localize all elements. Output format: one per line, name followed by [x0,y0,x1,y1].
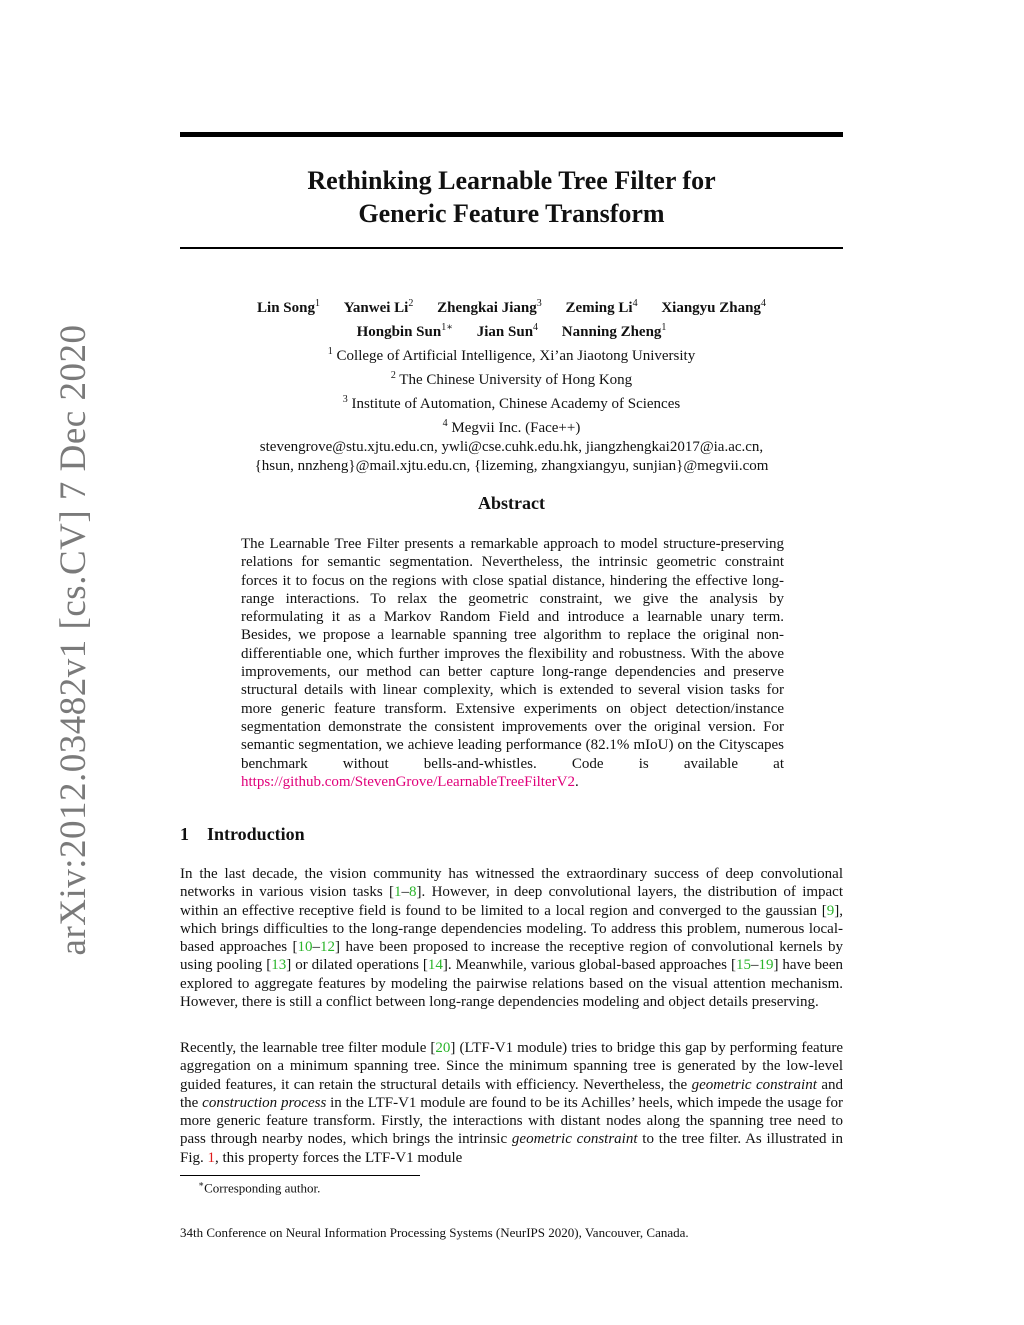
title-line-1: Rethinking Learnable Tree Filter for [307,166,716,195]
title-top-rule [180,132,843,137]
title-bottom-rule [180,247,843,249]
author: Hongbin Sun$^{1∗}$ [356,322,453,340]
citation-link[interactable]: 13 [271,957,287,974]
figure-link[interactable]: 1 [207,1149,216,1166]
affiliation: $^1$ College of Artificial Intelligence, Xi’an Jiaotong University [327,346,696,364]
section-number: 1 [180,824,189,844]
citation-link[interactable]: 9 [826,902,835,919]
author: Nanning Zheng$^1$ [561,322,667,340]
author: Xiangyu Zhang$^4$ [661,298,766,316]
title-line-2: Generic Feature Transform [358,199,665,228]
author-line-2 [180,318,843,342]
paper-title [180,164,843,230]
abstract-body: The Learnable Tree Filter presents a remarkable approach to model structure-preserving relations for semantic segmentation. Nevertheless, the intrinsic geometric constraint forces it to focus on the regions with close spatial distance, hindering the effective long-range interactions. To relax the geometric constraint, we give the analysis by reformulating it as a Markov Random Field and introduce a learnable unary term. Besides, we propose a learnable spanning tree algorithm to replace the original non-differentiable one, which further improves the flexibility and robustness. With the above improvements, our method can better capture long-range dependencies and preserve structural details with linear complexity, which is extended to several vision tasks for more generic feature transform. Extensive experiments on object detection/instance segmentation demonstrate the consistent improvements over the original version. For semantic segmentation, we achieve leading performance (82.1% mIoU) on the Cityscapes benchmark without bells-and-whistles. Code is available at https://github.com/StevenGrove/LearnableTreeFilterV2. [241,536,784,790]
affiliation: $^4$ Megvii Inc. (Face++) [442,418,581,436]
author-block [180,294,843,476]
abstract-heading: Abstract [478,493,545,513]
citation-link[interactable]: 14 [427,957,443,974]
author: Zeming Li$^4$ [565,298,638,316]
citation-link[interactable]: 19 [758,957,774,974]
affiliation: $^2$ The Chinese University of Hong Kong [390,370,633,388]
footnote-rule [180,1175,420,1176]
email-line-1: stevengrove@stu.xjtu.edu.cn, ywli@cse.cuhk.edu.hk, jiangzhengkai2017@ia.ac.cn, [259,439,764,455]
citation-link[interactable]: 1 [394,884,402,901]
intro-paragraph-1: In the last decade, the vision community has witnessed the extraordinary success of deep convolutional networks in various vision tasks [1–8]. However, in deep convolutional layers, the distribution of impact within an effective receptive field is found to be limited to a local region and converged to the gaussian [9], which brings difficulties to the long-range dependencies modeling. To address this problem, numerous local-based approaches [10–12] have been proposed to increase the receptive region of convolutional kernels by using pooling [13] or dilated operations [14]. Meanwhile, various global-based approaches [15–19] have been explored to aggregate features by modeling the pairwise relations based on the visual attention mechanism. However, there is still a conflict between long-range dependencies modeling and object details preserving. [180,866,844,1011]
footnote: ∗Corresponding author. [198,1179,321,1196]
author: Zhengkai Jiang$^3$ [437,298,542,316]
author: Yanwei Li$^2$ [343,298,414,316]
affiliation: $^3$ Institute of Automation, Chinese Academy of Sciences [342,394,681,412]
code-link[interactable]: https://github.com/StevenGrove/LearnableTreeFilterV2 [241,773,575,790]
author: Jian Sun$^4$ [476,322,539,340]
citation-link[interactable]: 12 [320,939,336,956]
venue-note: 34th Conference on Neural Information Processing Systems (NeurIPS 2020), Vancouver, Canada. [180,1225,689,1240]
section-title: Introduction [207,824,305,844]
email-line-2: {hsun, nnzheng}@mail.xjtu.edu.cn, {lizeming, zhangxiangyu, sunjian}@megvii.com [254,458,769,474]
intro-paragraph-2: Recently, the learnable tree filter module [20] (LTF-V1 module) tries to bridge this gap by performing feature aggregation on a minimum spanning tree. Since the minimum spanning tree is generated by the low-level guided features, it can retain the structural details with efficiency. Nevertheless, the geometric constraint and the construction process in the LTF-V1 module are found to be its Achilles’ heels, which impede the usage for more generic feature transform. Firstly, the interactions with distant nodes along the spanning tree need to pass through nearby nodes, which brings the intrinsic geometric constraint to the tree filter. As illustrated in Fig. 1, this property forces the LTF-V1 module [180,1040,844,1166]
citation-link[interactable]: 10 [297,939,313,956]
section-heading [180,824,305,845]
citation-link[interactable]: 15 [735,957,751,974]
author-line-1 [180,294,843,318]
citation-link[interactable]: 8 [409,884,417,901]
author: Lin Song$^1$ [257,298,320,316]
arxiv-identifier: arXiv:2012.03482v1 [cs.CV] 7 Dec 2020 [53,324,94,956]
citation-link[interactable]: 20 [435,1040,451,1056]
